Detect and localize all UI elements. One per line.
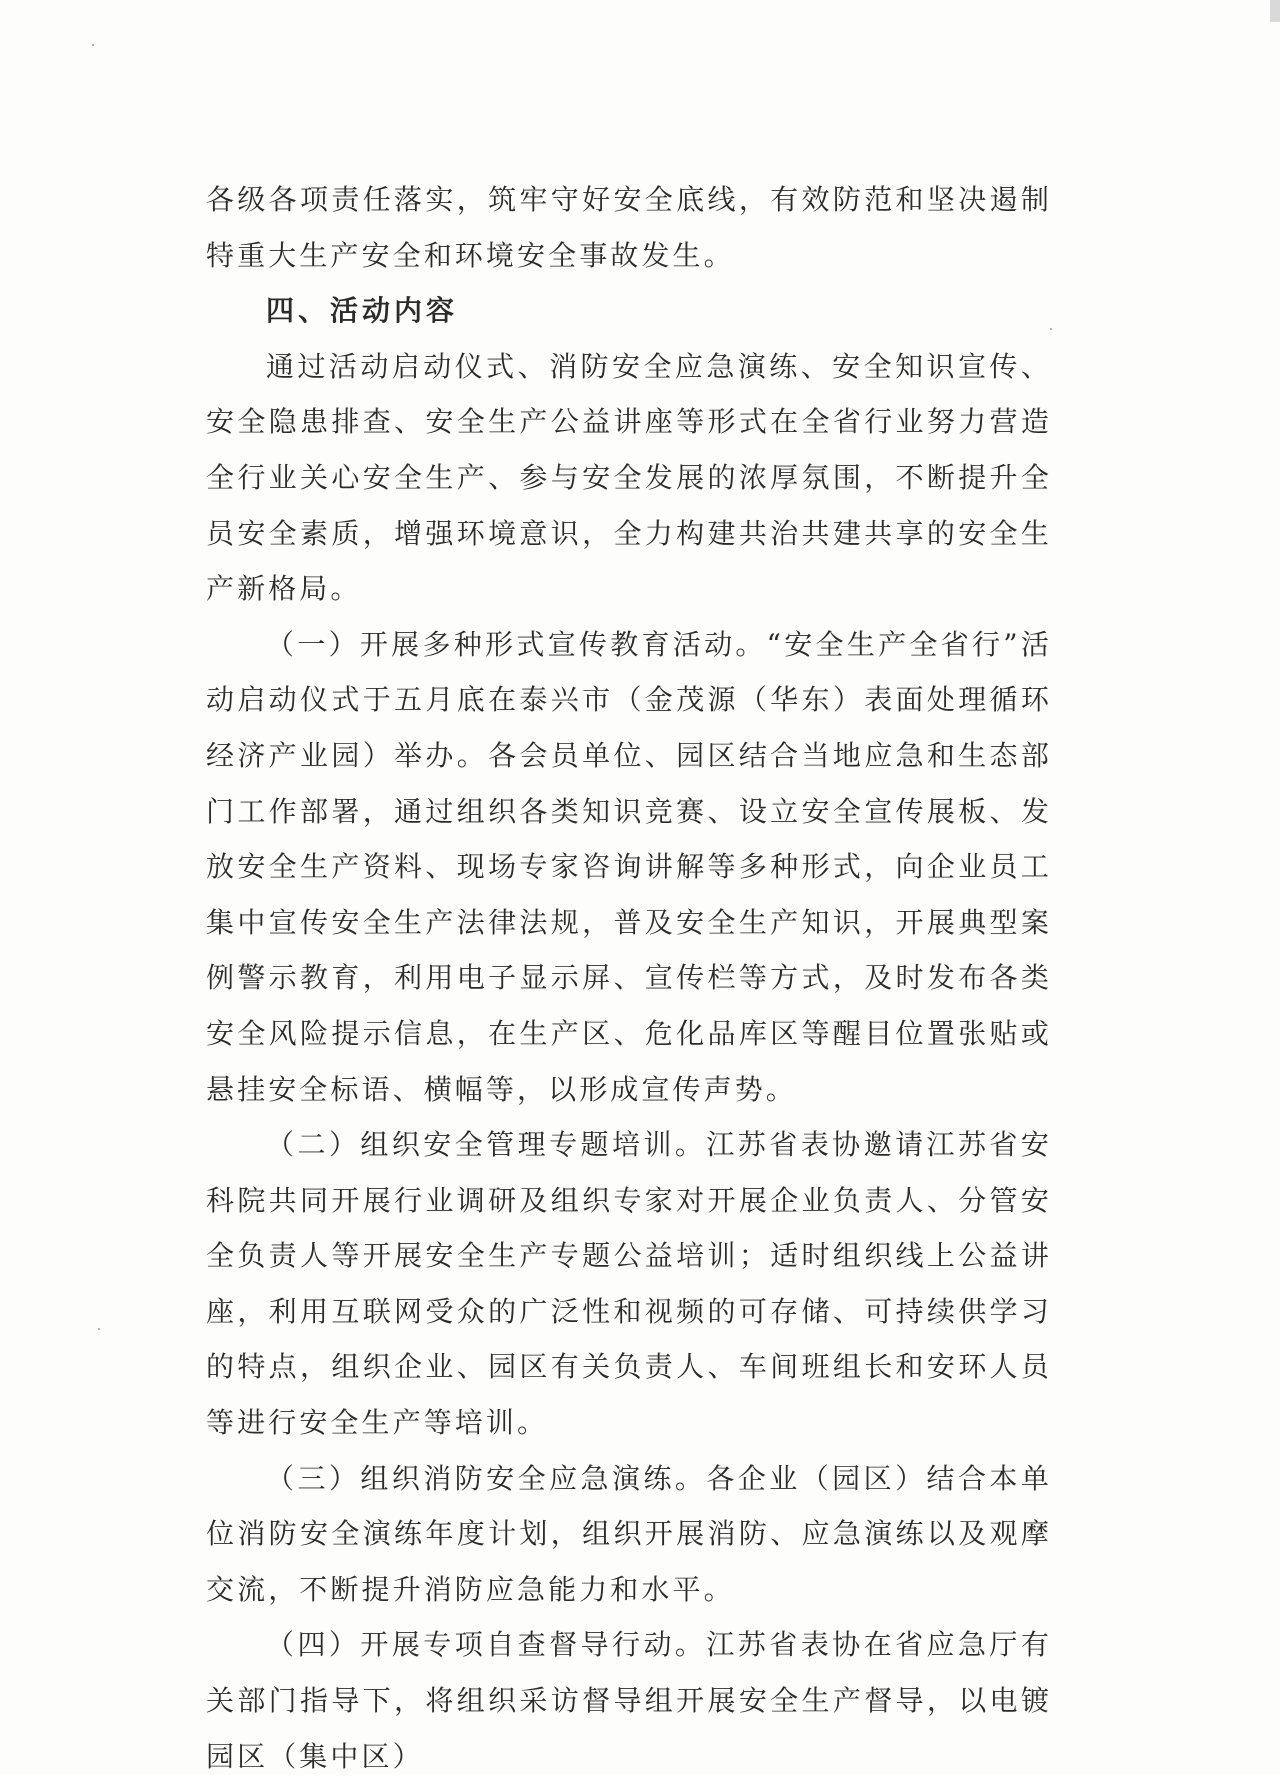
paragraph-item-4: （四）开展专项自查督导行动。江苏省表协在省应急厅有关部门指导下，将组织采访督导组开展安全生产督导，以电镀园区（集中区） (206, 1628, 1052, 1773)
document-body (206, 172, 1052, 1784)
paragraph-item-2: （二）组织安全管理专题培训。江苏省表协邀请江苏省安科院共同开展行业调研及组织专家对开展企业负责人、分管安全负责人等开展安全生产专题公益培训；适时组织线上公益讲座，利用互联网受众的广泛性和视频的可存储、可持续供学习的特点，组织企业、园区有关负责人、车间班组长和安环人员等进行安全生产等培训。 (206, 1128, 1052, 1440)
paragraph-item-1: （一）开展多种形式宣传教育活动。“安全生产全省行”活动启动仪式于五月底在泰兴市（金茂源（华东）表面处理循环经济产业园）举办。各会员单位、园区结合当地应急和生态部门工作部署，通过组织各类知识竞赛、设立安全宣传展板、发放安全生产资料、现场专家咨询讲解等多种形式，向企业员工集中宣传安全生产法律法规，普及安全生产知识，开展典型案例警示教育，利用电子显示屏、宣传栏等方式，及时发布各类安全风险提示信息，在生产区、危化品库区等醒目位置张贴或悬挂安全标语、横幅等，以形成宣传声势。 (206, 627, 1052, 1106)
scan-speck (98, 1328, 100, 1330)
scan-edge-mark (1270, 0, 1280, 22)
paragraph-intro: 通过活动启动仪式、消防安全应急演练、安全知识宣传、安全隐患排查、安全生产公益讲座等形式在全省行业努力营造全行业关心安全生产、参与安全发展的浓厚氛围，不断提升全员安全素质，增强环境意识，全力构建共治共建共享的安全生产新格局。 (206, 349, 1052, 606)
scan-speck (92, 44, 94, 46)
section-heading: 四、活动内容 (266, 294, 459, 328)
paragraph-continuation: 各级各项责任落实，筑牢守好安全底线，有效防范和坚决遏制特重大生产安全和环境安全事故发生。 (206, 183, 1052, 272)
paragraph-item-3: （三）组织消防安全应急演练。各企业（园区）结合本单位消防安全演练年度计划，组织开展消防、应急演练以及观摩交流，不断提升消防应急能力和水平。 (206, 1461, 1052, 1606)
